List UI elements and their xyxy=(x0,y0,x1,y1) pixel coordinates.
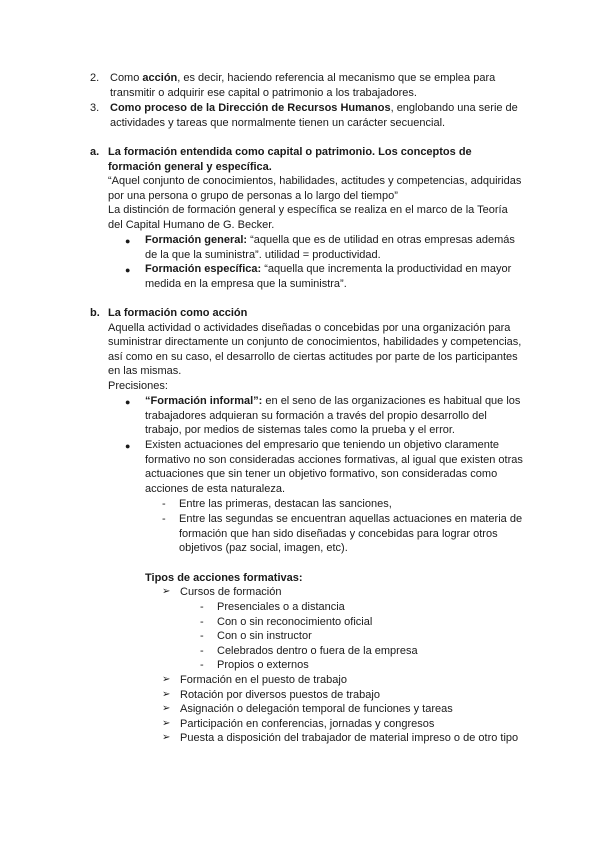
arrow-icon: ➢ xyxy=(162,703,171,715)
section-title: La formación como acción xyxy=(108,307,248,319)
arrow-text: Participación en conferencias, jornadas y congresos xyxy=(180,717,435,730)
dash-icon: - xyxy=(200,644,204,657)
paragraph-text: Aquella actividad o actividades diseñadas o concebidas por una organización para xyxy=(108,321,511,334)
bullet-icon: ● xyxy=(125,441,131,451)
paragraph-text: suministrar directamente un conjunto de conocimientos, habilidades y competencias, xyxy=(108,336,522,349)
item-number: 3. xyxy=(90,102,100,114)
bullet-text: trabajadores adquieran su formación a través del propio desarrollo del xyxy=(145,409,487,422)
item-text-line2: actividades y tareas que normalmente tienen un carácter secuencial. xyxy=(110,116,446,129)
arrow-text: Formación en el puesto de trabajo xyxy=(180,674,347,686)
paragraph-text: así como en su caso, el desarrollo de ciertas actitudes por parte de los participantes xyxy=(108,350,518,363)
dash-text: Presenciales o a distancia xyxy=(217,601,345,613)
section-letter: a. xyxy=(90,146,100,158)
bullet-text: “aquella que incrementa la productividad en mayor xyxy=(261,263,512,275)
dash-text: Celebrados dentro o fuera de la empresa xyxy=(217,644,418,657)
bullet-text: formativo no son consideradas acciones formativas, al igual que existen otras xyxy=(145,453,523,466)
subsection-title: Tipos de acciones formativas: xyxy=(145,572,303,584)
arrow-text: Asignación o delegación temporal de funciones y tareas xyxy=(180,703,453,716)
dash-item xyxy=(200,644,520,659)
quote-text: por una persona o grupo de personas a lo largo del tiempo” xyxy=(108,189,398,202)
dash-text: Propios o externos xyxy=(217,659,309,672)
dash-text: Con o sin reconocimiento oficial xyxy=(217,615,373,628)
item-text-bold: Como proceso de la Dirección de Recursos Humanos xyxy=(110,102,391,114)
arrow-list xyxy=(162,673,532,746)
bullet-bold: Formación general: xyxy=(145,234,248,246)
arrow-item xyxy=(162,688,532,703)
bullet-text: “aquella que es de utilidad en otras empresas además xyxy=(247,234,515,246)
bullet-icon: ● xyxy=(125,236,131,246)
paragraph-text: Precisiones: xyxy=(108,379,168,392)
paragraph-text: del Capital Humano de G. Becker. xyxy=(108,218,275,231)
dash-text: Con o sin instructor xyxy=(217,630,312,643)
dash-text: Entre las segundas se encuentran aquellas actuaciones en materia de xyxy=(179,513,523,525)
arrow-item xyxy=(162,702,532,717)
bullet-text: acciones de esta naturaleza. xyxy=(145,482,286,495)
dash-icon: - xyxy=(200,615,204,628)
bullet-text: de la que la suministra”. utilidad = productividad. xyxy=(145,248,381,261)
sub-dash-list xyxy=(200,600,520,673)
arrow-icon: ➢ xyxy=(162,717,171,729)
arrow-icon: ➢ xyxy=(162,732,171,744)
dash-item xyxy=(200,600,520,615)
dash-icon: - xyxy=(200,601,204,613)
bullet-bold: “Formación informal”: xyxy=(145,395,263,407)
item-text-pre: Como xyxy=(110,72,143,84)
dash-item xyxy=(200,658,520,673)
bullet-text: actuaciones que sin tener un objetivo formativo, son consideradas como xyxy=(145,468,498,481)
dash-item xyxy=(200,615,520,630)
paragraph-text: La distinción de formación general y específica se realiza en el marco de la Teoría xyxy=(108,204,508,217)
dash-icon: - xyxy=(162,513,166,525)
arrow-item xyxy=(162,731,532,746)
dash-icon: - xyxy=(200,659,204,672)
arrow-icon: ➢ xyxy=(162,688,171,700)
arrow-icon: ➢ xyxy=(162,674,171,685)
arrow-text: Cursos de formación xyxy=(180,586,282,598)
section-title: formación general y específica. xyxy=(108,160,272,173)
dash-text: Entre las primeras, destacan las sanciones, xyxy=(179,498,392,510)
bullet-text: trabajo, por medios de sistemas tales como la prueba y el error. xyxy=(145,424,455,437)
dash-text: formación que han sido diseñadas y concebidas para lograr otros xyxy=(179,527,498,540)
dash-icon: - xyxy=(162,498,166,510)
item-number: 2. xyxy=(90,72,100,84)
bullet-icon: ● xyxy=(125,265,131,275)
paragraph-text: en las mismas. xyxy=(108,365,182,378)
bullet-text: Existen actuaciones del empresario que teniendo un objetivo claramente xyxy=(145,439,500,451)
item-text-bold: acción xyxy=(142,72,178,84)
dash-icon: - xyxy=(200,630,204,643)
arrow-item xyxy=(162,673,532,688)
bullet-bold: Formación específica: xyxy=(145,263,262,275)
section-title: La formación entendida como capital o patrimonio. Los conceptos de xyxy=(108,146,472,158)
dash-item xyxy=(200,629,520,644)
item-text-post: , englobando una serie de xyxy=(390,102,518,114)
bullet-icon: ● xyxy=(125,397,131,407)
arrow-text: Rotación por diversos puestos de trabajo xyxy=(180,688,380,701)
arrow-icon: ➢ xyxy=(162,586,171,597)
arrow-text: Puesta a disposición del trabajador de material impreso o de otro tipo xyxy=(180,732,519,745)
bullet-text: medida en la empresa que la suministra”. xyxy=(145,277,347,290)
item-text-post: , es decir, haciendo referencia al mecanismo que se emplea para xyxy=(177,72,496,84)
item-text-line2: transmitir o adquirir ese capital o patrimonio a los trabajadores. xyxy=(110,86,417,99)
dash-text: objetivos (paz social, imagen, etc). xyxy=(179,542,348,555)
section-letter: b. xyxy=(90,307,100,319)
bullet-text: en el seno de las organizaciones es habitual que los xyxy=(262,395,521,407)
arrow-item xyxy=(162,717,532,732)
quote-text: “Aquel conjunto de conocimientos, habilidades, actitudes y competencias, adquiridas xyxy=(108,175,522,188)
